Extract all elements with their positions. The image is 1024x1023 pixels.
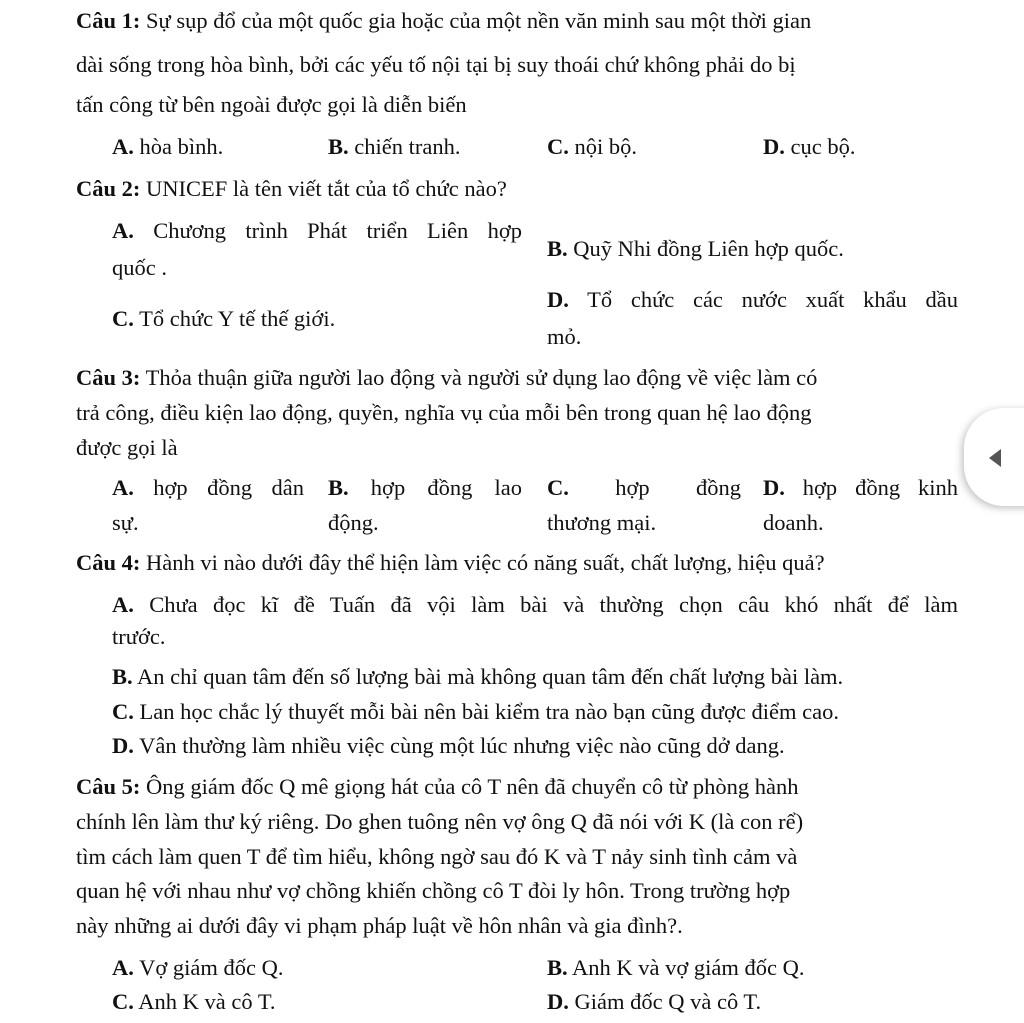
question-3-line-1: Câu 3: Thỏa thuận giữa người lao động và người sử dụng lao động về việc làm có — [76, 365, 818, 390]
question-5-option-b: B. Anh K và vợ giám đốc Q. — [547, 955, 805, 980]
question-1-label: Câu 1: — [76, 8, 141, 33]
question-2-stem: Câu 2: UNICEF là tên viết tắt của tổ chức nào? — [76, 176, 507, 201]
question-2-option-c: C. Tổ chức Y tế thế giới. — [112, 306, 336, 331]
question-4-option-a: A. Chưa đọc kĩ đề Tuấn đã vội làm bài và thường chọn câu khó nhất để làm — [112, 592, 958, 617]
question-1-option-d: D. cục bộ. — [763, 134, 856, 159]
question-3-option-a: A. hợp đồng dân — [112, 475, 304, 500]
question-5-line-1: Câu 5: Ông giám đốc Q mê giọng hát của cô T nên đã chuyển cô từ phòng hành — [76, 774, 799, 799]
question-2-option-d-cont: mỏ. — [547, 324, 582, 349]
question-1-option-a: A. hòa bình. — [112, 134, 224, 159]
question-3-line-2: trả công, điều kiện lao động, quyền, nghĩa vụ của mỗi bên trong quan hệ lao động — [76, 400, 812, 425]
question-3-option-c-cont: thương mại. — [547, 510, 657, 535]
chevron-left-icon — [989, 449, 1001, 467]
question-3-line-3: được gọi là — [76, 435, 178, 460]
question-3-option-d: D. hợp đồng kinh — [763, 475, 958, 500]
question-5-option-c: C. Anh K và cô T. — [112, 989, 276, 1014]
question-1-line-1: Câu 1: Sự sụp đổ của một quốc gia hoặc của một nền văn minh sau một thời gian — [76, 8, 812, 33]
question-4-option-c: C. Lan học chắc lý thuyết mỗi bài nên bài kiểm tra nào bạn cũng được điểm cao. — [112, 699, 839, 724]
question-1-option-c: C. nội bộ. — [547, 134, 638, 159]
question-3-option-a-cont: sự. — [112, 510, 139, 535]
question-5-line-4: quan hệ với nhau như vợ chồng khiến chồng cô T đòi ly hôn. Trong trường hợp — [76, 878, 791, 903]
question-3-label: Câu 3: — [76, 365, 141, 390]
question-5-option-d: D. Giám đốc Q và cô T. — [547, 989, 762, 1014]
question-2-option-d: D. Tổ chức các nước xuất khẩu dầu — [547, 287, 958, 312]
question-4-label: Câu 4: — [76, 550, 141, 575]
question-3-option-b: B. hợp đồng lao — [328, 475, 522, 500]
question-2-option-b: B. Quỹ Nhi đồng Liên hợp quốc. — [547, 236, 844, 261]
question-2-label: Câu 2: — [76, 176, 141, 201]
question-1-line-2: dài sống trong hòa bình, bởi các yếu tố nội tại bị suy thoái chứ không phải do bị — [76, 52, 796, 77]
question-5-line-5: này những ai dưới đây vi phạm pháp luật về hôn nhân và gia đình?. — [76, 913, 683, 938]
question-4-option-d: D. Vân thường làm nhiều việc cùng một lúc nhưng việc nào cũng dở dang. — [112, 733, 785, 758]
question-4-option-b: B. An chỉ quan tâm đến số lượng bài mà không quan tâm đến chất lượng bài làm. — [112, 664, 844, 689]
question-5-label: Câu 5: — [76, 774, 141, 799]
question-2-option-a: A. Chương trình Phát triển Liên hợp — [112, 218, 522, 243]
question-5-line-2: chính lên làm thư ký riêng. Do ghen tuông nên vợ ông Q đã nói với K (là con rể) — [76, 809, 804, 834]
question-4-stem: Câu 4: Hành vi nào dưới đây thể hiện làm việc có năng suất, chất lượng, hiệu quả? — [76, 550, 825, 575]
question-5-line-3: tìm cách làm quen T để tìm hiểu, không ngờ sau đó K và T nảy sinh tình cảm và — [76, 844, 798, 869]
question-4-option-a-cont: trước. — [112, 624, 166, 649]
question-3-option-b-cont: động. — [328, 510, 379, 535]
side-panel-toggle-button[interactable] — [964, 408, 1024, 506]
question-1-line-3: tấn công từ bên ngoài được gọi là diễn biến — [76, 92, 467, 117]
question-3-option-d-cont: doanh. — [763, 510, 824, 535]
question-5-option-a: A. Vợ giám đốc Q. — [112, 955, 284, 980]
question-3-option-c: C. hợp đồng — [547, 475, 741, 500]
question-1-option-b: B. chiến tranh. — [328, 134, 461, 159]
question-2-option-a-cont: quốc . — [112, 255, 167, 280]
